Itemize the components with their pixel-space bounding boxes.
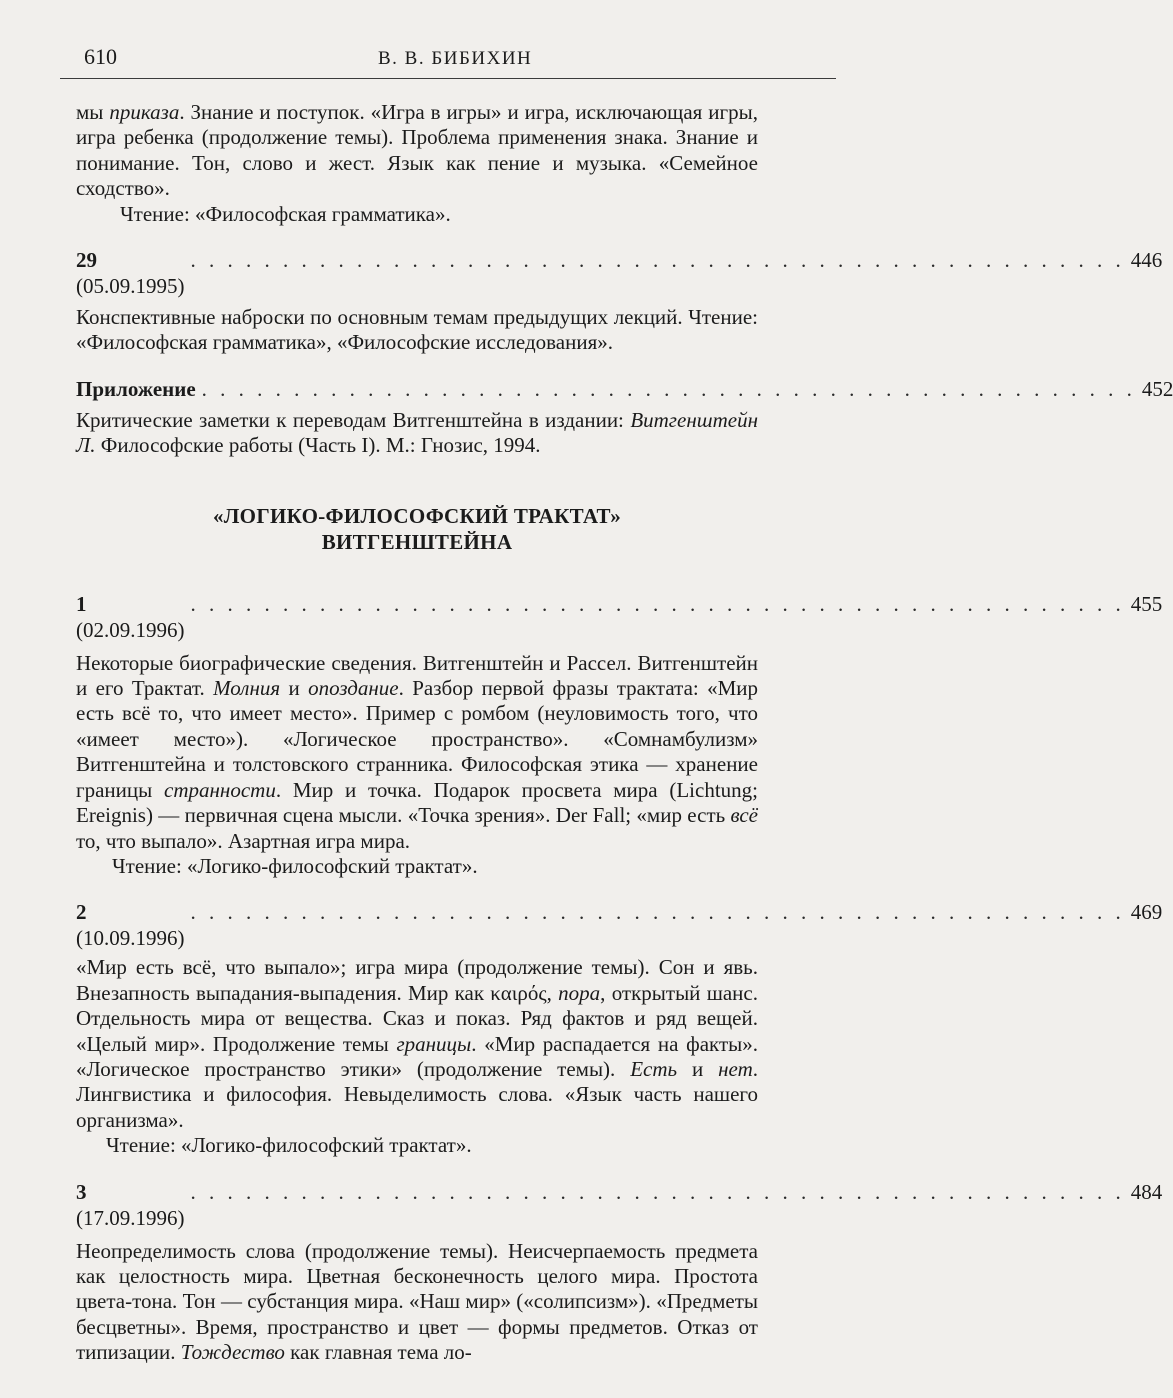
dot-leader: . . . . . . . . . . . . . . . . . . . . . . . . . . . . . . . . . . . . . . . . . . . . . . . . . . . — [190, 591, 1125, 616]
entry-page: 446 — [1130, 248, 1163, 273]
toc-entry-29[interactable] — [76, 247, 1163, 299]
appendix-summary: Критические заметки к переводам Витгенштейна в издании: Витгенштейн Л. Философские работы (Часть I). М.: Гнозис, 1994. — [76, 407, 758, 458]
entry-date: (05.09.1995) — [76, 274, 185, 299]
intro-summary: мы приказа. Знание и поступок. «Игра в игры» и игра, исключающая игры, игра ребенка (продолжение темы). Проблема применения знака. Знание и понимание. Тон, слово и жест. Язык как пение и музыка. «Семейное сходство». — [76, 100, 758, 201]
section-title-line-2: ВИТГЕНШТЕЙНА — [321, 529, 513, 554]
table-of-contents — [76, 100, 1173, 1366]
dot-leader: . . . . . . . . . . . . . . . . . . . . . . . . . . . . . . . . . . . . . . . . . . . . . . . . . . . — [190, 248, 1125, 273]
section-title-line-1: «ЛОГИКО-ФИЛОСОФСКИЙ ТРАКТАТ» — [212, 503, 622, 528]
entry-3-summary: Неопределимость слова (продолжение темы). Неисчерпаемость предмета как целостность мира. Цветная бесконечность целого мира. Простота цвета-тона. Тон — субстанция мира. «Наш мир» («солипсизм»). «Предметы бесцветны». Время, пространство и цвет — формы предметов. Отказ от типизации. Тождество как главная тема ло- — [76, 1238, 758, 1365]
entry-1-summary: Некоторые биографические сведения. Витгенштейн и Рассел. Витгенштейн и его Трактат. Молния и опоздание. Разбор первой фразы трактата: «Мир есть всё то, что имеет место». Пример с ромбом (неуловимость того, что «имеет место»). «Логическое пространство». «Сомнамбулизм» Витгенштейна и толстовского странника. Философская этика — хранение границы странности. Мир и точка. Подарок просвета мира (Lichtung; Ereignis) — первичная сцена мысли. «Точка зрения». Der Fall; «мир есть всё то, что выпало». Азартная игра мира. — [76, 650, 759, 853]
header-rule — [60, 78, 836, 79]
intro-reading: Чтение: «Философская грамматика». — [120, 201, 451, 226]
dot-leader: . . . . . . . . . . . . . . . . . . . . . . . . . . . . . . . . . . . . . . . . . . . . . . . . . . . — [201, 376, 1136, 401]
entry-date: (10.09.1996) — [76, 926, 185, 951]
entry-2-summary: «Мир есть всё, что выпало»; игра мира (продолжение темы). Сон и явь. Внезапность выпадания-выпадения. Мир как καιρός, пора, открытый шанс. Отдельность мира от вещества. Сказ и показ. Ряд фактов и ряд вещей. «Целый мир». Продолжение темы границы. «Мир распадается на факты». «Логическое пространство этики» (продолжение темы). Есть и нет. Лингвистика и философия. Невыделимость слова. «Язык часть нашего организма». — [76, 955, 758, 1132]
entry-page: 484 — [1130, 1179, 1163, 1204]
toc-entry-3[interactable] — [76, 1179, 1163, 1231]
entry-number: 2 — [76, 900, 87, 925]
entry-29-summary: Конспективные наброски по основным темам предыдущих лекций. Чтение: «Философская грамматика», «Философские исследования». — [76, 305, 758, 355]
section-title — [76, 503, 758, 555]
dot-leader: . . . . . . . . . . . . . . . . . . . . . . . . . . . . . . . . . . . . . . . . . . . . . . . . . . . — [190, 1179, 1125, 1204]
page-number: 610 — [84, 44, 117, 69]
entry-page: 452 — [1141, 376, 1173, 401]
entry-page: 469 — [1130, 900, 1163, 925]
toc-entry-2[interactable] — [76, 899, 1163, 951]
entry-1-reading: Чтение: «Логико-философский трактат». — [112, 853, 478, 878]
entry-number: 29 — [76, 248, 97, 273]
entry-2-reading: Чтение: «Логико-философский трактат». — [106, 1133, 472, 1158]
entry-date: (17.09.1996) — [76, 1205, 185, 1230]
toc-entry-appendix[interactable] — [76, 376, 1173, 402]
entry-page: 455 — [1130, 591, 1163, 616]
appendix-title: Приложение — [76, 376, 196, 401]
entry-number: 1 — [76, 591, 87, 616]
dot-leader: . . . . . . . . . . . . . . . . . . . . . . . . . . . . . . . . . . . . . . . . . . . . . . . . . . . — [190, 900, 1125, 925]
toc-entry-1[interactable] — [76, 591, 1163, 643]
entry-number: 3 — [76, 1179, 87, 1204]
entry-date: (02.09.1996) — [76, 617, 185, 642]
page-header — [60, 40, 836, 82]
running-head: В. В. БИБИХИН — [378, 48, 533, 69]
